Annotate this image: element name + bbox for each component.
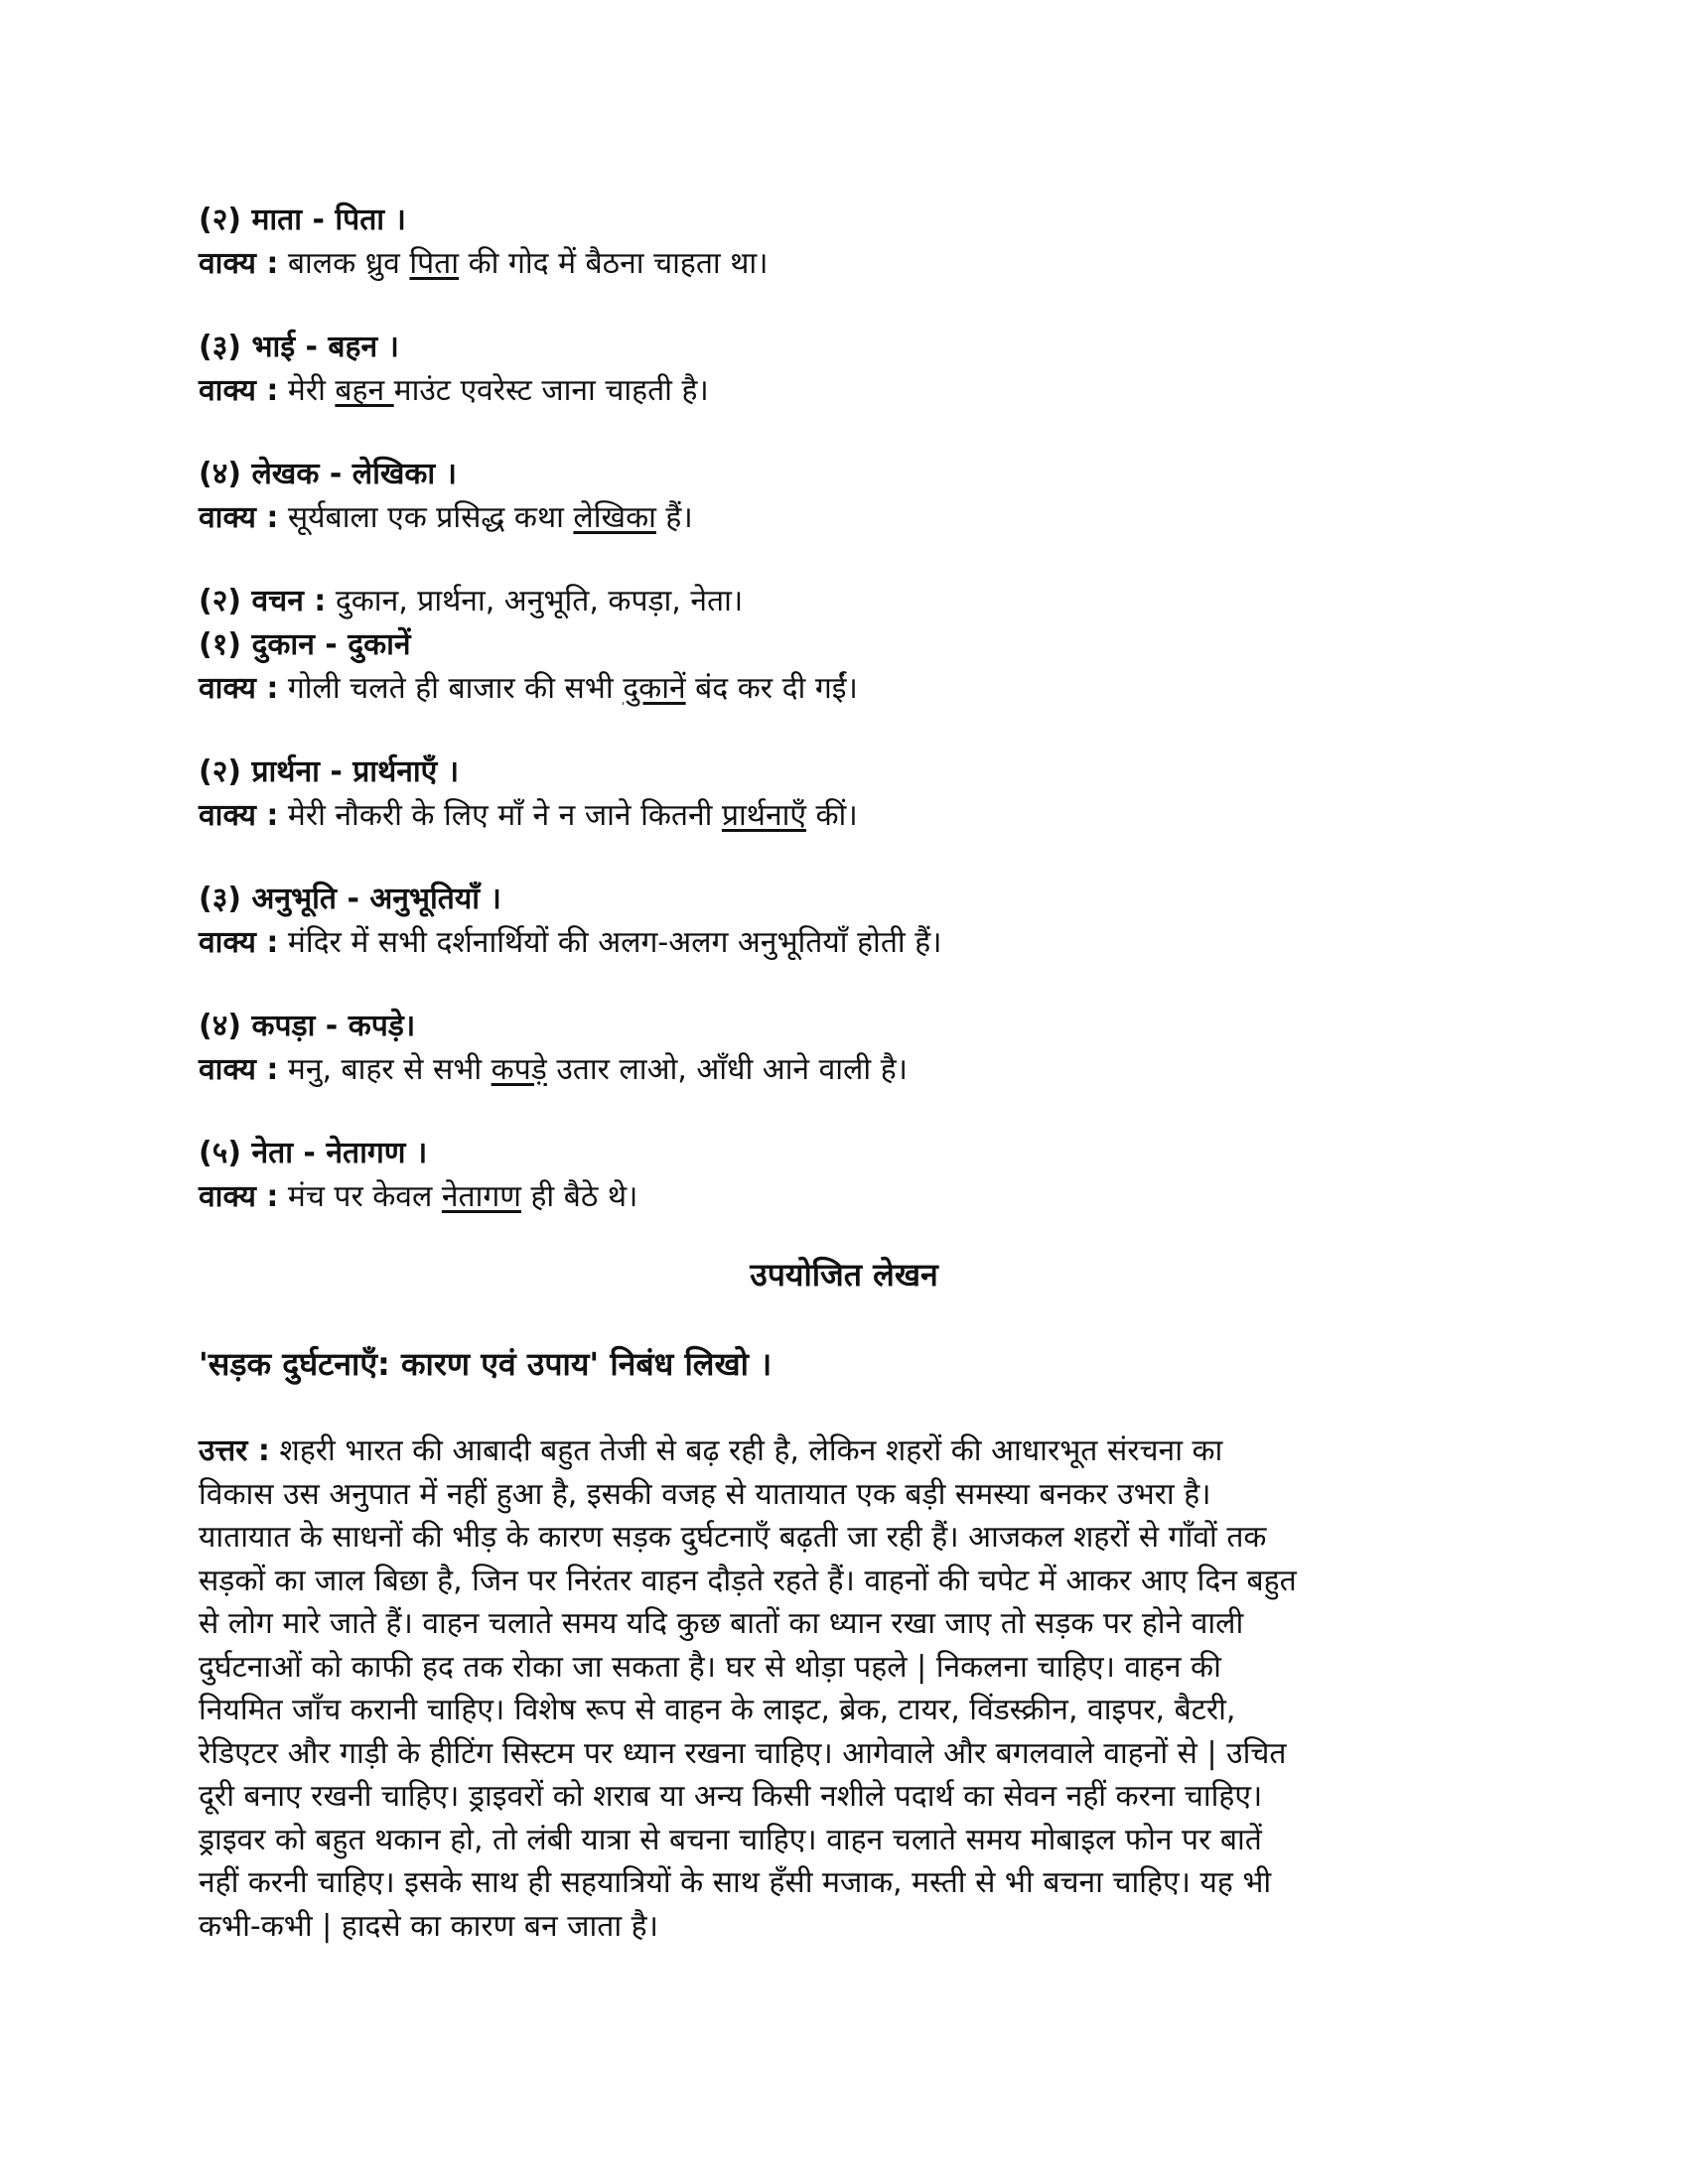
essay-line: नहीं करनी चाहिए। इसके साथ ही सहयात्रियों के साथ हँसी मजाक, मस्ती से भी बचना चाहिए। यह भी	[199, 1865, 1272, 1900]
essay-line: रेडिएटर और गाड़ी के हीटिंग सिस्टम पर ध्यान रखना चाहिए। आगेवाले और बगलवाले वाहनों से | उचित	[199, 1735, 1287, 1771]
underlined-word: कपड़े	[491, 1052, 547, 1087]
ling-entry-3	[199, 326, 1489, 413]
entry-heading: (४) कपड़ा - कपड़े।	[199, 1009, 416, 1043]
entry-sentence	[199, 1048, 1489, 1092]
essay-line: दुर्घटनाओं को काफी हद तक रोका जा सकता है। घर से थोड़ा पहले | निकलना चाहिए। वाहन की	[199, 1649, 1221, 1685]
sentence-text: गोली चलते ही बाजार की सभी	[278, 671, 624, 706]
sentence-text: मेरी नौकरी के लिए माँ ने न जाने कितनी	[278, 798, 722, 833]
entry-sentence	[199, 667, 1489, 711]
sentence-text: सूर्यबाला एक प्रसिद्ध कथा	[278, 500, 574, 535]
entry-sentence	[199, 921, 1489, 965]
sentence-label: वाक्य :	[199, 1052, 279, 1087]
underlined-word: पिता	[409, 246, 460, 281]
answer-label: उत्तर :	[199, 1433, 270, 1468]
essay-line: सड़कों का जाल बिछा है, जिन पर निरंतर वाहन दौड़ते रहते हैं। वाहनों की चपेट में आकर आए दिन बहुत	[199, 1563, 1297, 1598]
ling-entry-2	[199, 199, 1489, 286]
sentence-label: वाक्य :	[199, 798, 279, 833]
entry-heading: (१) दुकान - दुकानें	[199, 627, 411, 662]
entry-heading: (३) भाई - बहन ।	[199, 330, 399, 364]
entry-heading: (२) माता - पिता ।	[199, 203, 406, 237]
vachan-label: (२) वचन :	[199, 584, 327, 618]
entry-heading: (२) प्रार्थना - प्रार्थनाएँ ।	[199, 754, 460, 789]
sentence-text: उतार लाओ, आँधी आने वाली है।	[546, 1052, 908, 1087]
sentence-label: वाक्य :	[199, 925, 279, 960]
sentence-label: वाक्य :	[199, 246, 279, 281]
vachan-entry-5	[199, 1132, 1489, 1219]
essay-line	[199, 1430, 1489, 1473]
sentence-label: वाक्य :	[199, 500, 279, 535]
essay-line: दूरी बनाए रखनी चाहिए। ड्राइवरों को शराब या अन्य किसी नशीले पदार्थ का सेवन नहीं करना चाहिए।	[199, 1779, 1263, 1814]
sentence-label: वाक्य :	[199, 671, 279, 706]
underlined-word: प्रार्थनाएँ	[721, 798, 806, 833]
essay-answer	[199, 1430, 1489, 1948]
essay-line: कभी-कभी | हादसे का कारण बन जाता है।	[199, 1908, 658, 1944]
essay-text: शहरी भारत की आबादी बहुत तेजी से बढ़ रही है, लेकिन शहरों की आधारभूत संरचना का	[269, 1433, 1223, 1468]
essay-line: ड्राइवर को बहुत थकान हो, तो लंबी यात्रा से बचना चाहिए। वाहन चलाते समय मोबाइल फोन पर बातें	[199, 1822, 1262, 1857]
sentence-text: मेरी	[278, 373, 336, 408]
essay-line: विकास उस अनुपात में नहीं हुआ है, इसकी वजह से यातायात एक बड़ी समस्या बनकर उभरा है।	[199, 1476, 1211, 1512]
underlined-word: बहन	[335, 373, 394, 408]
vachan-section	[199, 580, 1489, 711]
vachan-words: दुकान, प्रार्थना, अनुभूति, कपड़ा, नेता।	[326, 584, 744, 618]
vachan-words-line	[199, 580, 1489, 623]
essay-line: से लोग मारे जाते हैं। वाहन चलाते समय यदि कुछ बातों का ध्यान रखा जाए तो सड़क पर होने वाली	[199, 1606, 1244, 1641]
sentence-text: बालक ध्रुव	[278, 246, 410, 281]
essay-line: यातायात के साधनों की भीड़ के कारण सड़क दुर्घटनाएँ बढ़ती जा रही हैं। आजकल शहरों से गाँवों तक	[199, 1520, 1267, 1555]
underlined-word: दुकानें	[623, 671, 686, 706]
vachan-entry-3	[199, 878, 1489, 965]
entry-sentence	[199, 1175, 1489, 1219]
sentence-text: ही बैठे थे।	[520, 1179, 638, 1214]
entry-heading: (४) लेखक - लेखिका ।	[199, 457, 458, 491]
sentence-text: की गोद में बैठना चाहता था।	[459, 246, 769, 281]
essay-line: नियमित जाँच करानी चाहिए। विशेष रूप से वाहन के लाइट, ब्रेक, टायर, विंडस्क्रीन, वाइपर, बैटरी,	[199, 1693, 1236, 1727]
sentence-text: माउंट एवरेस्ट जाना चाहती है।	[393, 373, 709, 408]
sentence-text: मंदिर में सभी दर्शनार्थियों की अलग-अलग अनुभूतियाँ होती हैं।	[278, 925, 942, 960]
vachan-entry-4	[199, 1005, 1489, 1092]
vachan-entry-2	[199, 751, 1489, 838]
entry-heading: (३) अनुभूति - अनुभूतियाँ ।	[199, 882, 501, 916]
sentence-text: बंद कर दी गईं।	[685, 671, 858, 706]
sentence-label: वाक्य :	[199, 373, 279, 408]
underlined-word: लेखिका	[573, 500, 656, 535]
sentence-label: वाक्य :	[199, 1179, 279, 1214]
section-title: उपयोजित लेखन	[750, 1256, 938, 1294]
entry-sentence	[199, 496, 1489, 540]
entry-sentence	[199, 369, 1489, 413]
entry-sentence	[199, 794, 1489, 838]
entry-sentence	[199, 242, 1489, 286]
underlined-word: नेतागण	[441, 1179, 521, 1214]
sentence-text: कीं।	[805, 798, 858, 833]
ling-entry-4	[199, 453, 1489, 540]
sentence-text: मंच पर केवल	[278, 1179, 442, 1214]
entry-heading: (५) नेता - नेतागण ।	[199, 1136, 428, 1170]
essay-question: 'सड़क दुर्घटनाएँ: कारण एवं उपाय' निबंध लिखो ।	[199, 1345, 773, 1383]
sentence-text: हैं।	[655, 500, 693, 535]
sentence-text: मनु, बाहर से सभी	[278, 1052, 492, 1087]
